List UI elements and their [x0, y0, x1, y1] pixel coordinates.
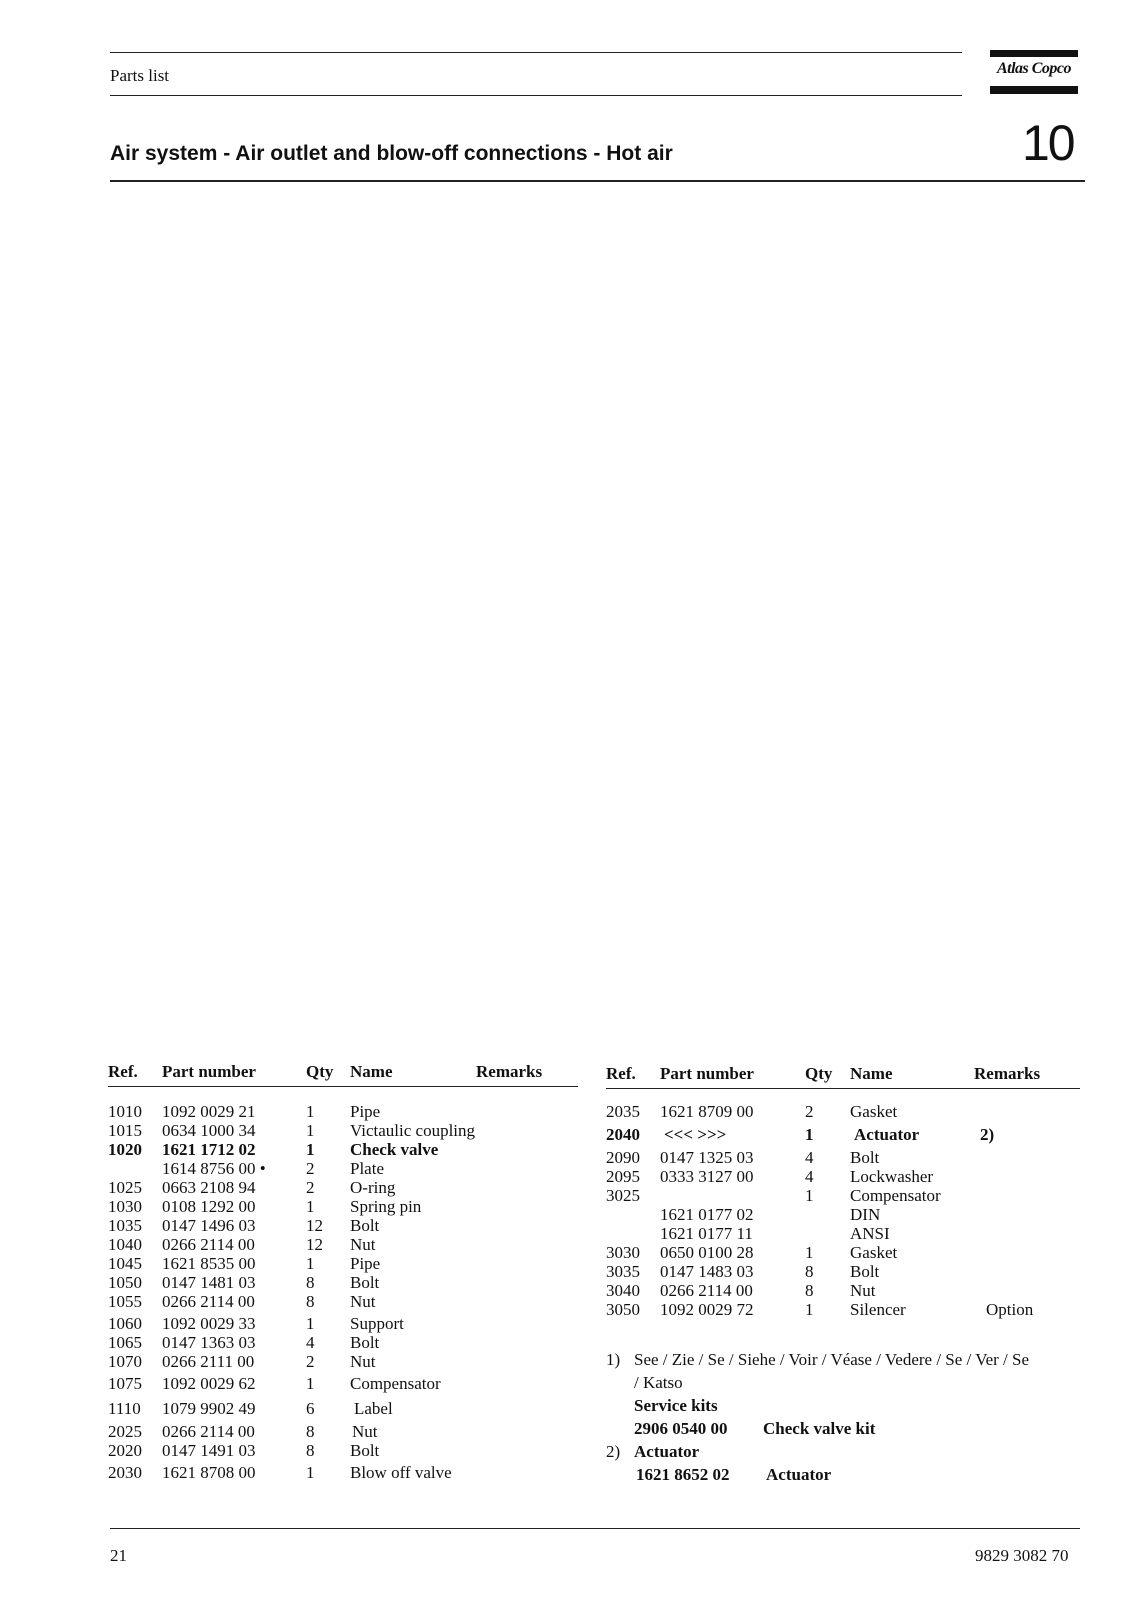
cell-name: Label	[354, 1399, 393, 1418]
cell-name: Plate	[350, 1159, 384, 1178]
section-label: Parts list	[110, 66, 170, 85]
cell-remarks: 2)	[980, 1125, 995, 1144]
cell-name: Pipe	[350, 1254, 381, 1273]
cell-name: Nut	[352, 1422, 378, 1441]
table-row	[606, 1186, 1086, 1206]
cell-name: Bolt	[350, 1216, 380, 1235]
cell-qty: 12	[306, 1216, 323, 1235]
left-table-rule	[108, 1086, 578, 1087]
col-name: Name	[850, 1064, 893, 1083]
cell-qty: 1	[306, 1254, 315, 1273]
cell-name: DIN	[850, 1205, 881, 1224]
cell-name: Nut	[850, 1281, 876, 1300]
cell-qty: 1	[306, 1197, 315, 1216]
cell-ref: 1075	[108, 1374, 142, 1393]
cell-part: 0147 1491 03	[162, 1441, 256, 1460]
table-row	[108, 1422, 588, 1442]
cell-qty: 1	[805, 1125, 814, 1144]
table-row	[606, 1167, 1086, 1187]
cell-name: Nut	[350, 1352, 376, 1371]
table-row	[108, 1463, 588, 1483]
cell-qty: 1	[306, 1463, 315, 1482]
cell-name: Compensator	[850, 1186, 941, 1205]
cell-name: Spring pin	[350, 1197, 422, 1216]
col-name: Name	[350, 1062, 393, 1081]
cell-ref: 2035	[606, 1102, 640, 1121]
cell-ref: 2090	[606, 1148, 640, 1167]
col-remarks: Remarks	[476, 1062, 543, 1081]
cell-qty: 12	[306, 1235, 323, 1254]
cell-qty: 2	[805, 1102, 814, 1121]
cell-ref: 1045	[108, 1254, 142, 1273]
cell-qty: 8	[306, 1441, 315, 1460]
cell-qty: 1	[805, 1243, 814, 1262]
table-row	[108, 1159, 588, 1179]
cell-ref: 1110	[108, 1399, 141, 1418]
cell-ref: 1050	[108, 1273, 142, 1292]
cell-part: 0147 1363 03	[162, 1333, 256, 1352]
table-row	[108, 1178, 588, 1198]
cell-ref: 1035	[108, 1216, 142, 1235]
col-remarks: Remarks	[974, 1064, 1041, 1083]
cell-part: 0333 3127 00	[660, 1167, 754, 1186]
table-row	[606, 1148, 1086, 1168]
chapter-number: 10	[1022, 115, 1074, 171]
cell-ref: 2095	[606, 1167, 640, 1186]
cell-qty: 8	[306, 1292, 315, 1311]
cell-part: 0147 1481 03	[162, 1273, 256, 1292]
cell-qty: 4	[306, 1333, 315, 1352]
cell-name: Bolt	[850, 1262, 880, 1281]
col-part: Part number	[162, 1062, 256, 1081]
note-2-title: Actuator	[634, 1442, 700, 1461]
logo-top-bar	[990, 50, 1078, 57]
cell-qty: 1	[805, 1300, 814, 1319]
col-ref: Ref.	[606, 1064, 636, 1083]
cell-part: 0266 2114 00	[660, 1281, 753, 1300]
table-row	[606, 1205, 1086, 1225]
cell-qty: 8	[805, 1281, 814, 1300]
table-row	[108, 1197, 588, 1217]
table-row	[108, 1235, 588, 1255]
cell-name: Silencer	[850, 1300, 906, 1319]
col-qty: Qty	[306, 1062, 334, 1081]
cell-part: 0266 2114 00	[162, 1235, 255, 1254]
cell-part: 0147 1325 03	[660, 1148, 754, 1167]
cell-qty: 2	[306, 1178, 315, 1197]
table-row	[108, 1333, 588, 1353]
cell-name: O-ring	[350, 1178, 396, 1197]
table-row	[606, 1281, 1086, 1301]
table-row	[108, 1374, 588, 1394]
table-row	[606, 1125, 1086, 1145]
cell-part: 1079 9902 49	[162, 1399, 256, 1418]
cell-part: 1621 8709 00	[660, 1102, 754, 1121]
cell-ref: 1010	[108, 1102, 142, 1121]
table-row	[108, 1254, 588, 1274]
cell-qty: 1	[306, 1374, 315, 1393]
cell-name: Victaulic coupling	[350, 1121, 476, 1140]
table-row	[108, 1441, 588, 1461]
page-number: 21	[110, 1546, 127, 1565]
kit-name: Check valve kit	[763, 1419, 876, 1438]
cell-name: Support	[350, 1314, 404, 1333]
cell-name: Bolt	[850, 1148, 880, 1167]
table-row	[606, 1243, 1086, 1263]
table-row	[606, 1102, 1086, 1122]
cell-part: 1621 1712 02	[162, 1140, 256, 1159]
cell-name: Compensator	[350, 1374, 441, 1393]
logo-bottom-bar	[990, 86, 1078, 94]
table-row	[108, 1273, 588, 1293]
cell-name: Gasket	[850, 1243, 898, 1262]
table-row	[606, 1300, 1086, 1320]
cell-name: Bolt	[350, 1441, 380, 1460]
cell-part: 1621 8708 00	[162, 1463, 256, 1482]
table-row	[108, 1140, 588, 1160]
cell-qty: 2	[306, 1159, 315, 1178]
table-row	[108, 1399, 588, 1419]
table-row	[108, 1216, 588, 1236]
col-part: Part number	[660, 1064, 754, 1083]
cell-name: Actuator	[854, 1125, 920, 1144]
cell-qty: 1	[306, 1102, 315, 1121]
document-number: 9829 3082 70	[975, 1546, 1069, 1565]
brand-logo	[990, 50, 1078, 94]
cell-part: 1092 0029 62	[162, 1374, 256, 1393]
cell-ref: 1055	[108, 1292, 142, 1311]
col-ref: Ref.	[108, 1062, 138, 1081]
cell-part: 0266 2114 00	[162, 1422, 255, 1441]
table-row	[606, 1224, 1086, 1244]
cell-ref: 1015	[108, 1121, 142, 1140]
cell-ref: 1025	[108, 1178, 142, 1197]
cell-qty: 8	[306, 1422, 315, 1441]
cell-qty: 4	[805, 1148, 814, 1167]
actuator-part-number: 1621 8652 02	[636, 1465, 730, 1484]
right-table-rule	[606, 1088, 1080, 1089]
footer-rule	[110, 1528, 1080, 1529]
cell-part: 1092 0029 33	[162, 1314, 256, 1333]
cell-part: 1621 8535 00	[162, 1254, 256, 1273]
cell-qty: 6	[306, 1399, 315, 1418]
cell-qty: 1	[306, 1140, 315, 1159]
cell-part: 0266 2114 00	[162, 1292, 255, 1311]
cell-name: ANSI	[850, 1224, 890, 1243]
illustration-area	[110, 200, 1078, 1050]
table-row	[606, 1262, 1086, 1282]
cell-qty: 8	[306, 1273, 315, 1292]
cell-part: 0663 2108 94	[162, 1178, 256, 1197]
cell-name: Gasket	[850, 1102, 898, 1121]
cell-name: Blow off valve	[350, 1463, 452, 1482]
header-top-rule	[110, 52, 962, 53]
cell-ref: 3035	[606, 1262, 640, 1281]
cell-ref: 1040	[108, 1235, 142, 1254]
cell-ref: 1065	[108, 1333, 142, 1352]
cell-ref: 1060	[108, 1314, 142, 1333]
cell-qty: 1	[306, 1121, 315, 1140]
title-rule	[110, 180, 1085, 182]
cell-ref: 2020	[108, 1441, 142, 1460]
col-qty: Qty	[805, 1064, 833, 1083]
cell-name: Nut	[350, 1292, 376, 1311]
cell-ref: 2030	[108, 1463, 142, 1482]
cell-part: 0147 1483 03	[660, 1262, 754, 1281]
cell-part: 1092 0029 21	[162, 1102, 256, 1121]
cell-part: 0147 1496 03	[162, 1216, 256, 1235]
cell-ref: 1070	[108, 1352, 142, 1371]
service-kits-heading: Service kits	[634, 1396, 718, 1415]
cell-part: 1621 0177 11	[660, 1224, 753, 1243]
cell-qty: 2	[306, 1352, 315, 1371]
cell-qty: 1	[805, 1186, 814, 1205]
left-table-header	[108, 1062, 578, 1084]
brand-name: Atlas Copco	[996, 60, 1072, 77]
note-1-text-cont: / Katso	[634, 1373, 683, 1392]
cell-ref: 3050	[606, 1300, 640, 1319]
cell-part: <<< >>>	[664, 1125, 727, 1144]
page-title: Air system - Air outlet and blow-off connections - Hot air	[110, 142, 673, 165]
cell-ref: 3030	[606, 1243, 640, 1262]
table-row	[108, 1102, 588, 1122]
cell-part: 0108 1292 00	[162, 1197, 256, 1216]
cell-qty: 8	[805, 1262, 814, 1281]
cell-ref: 2040	[606, 1125, 640, 1144]
cell-ref: 3040	[606, 1281, 640, 1300]
header-bottom-rule	[110, 95, 962, 96]
cell-part: 0650 0100 28	[660, 1243, 754, 1262]
cell-part: 0266 2111 00	[162, 1352, 255, 1371]
cell-name: Check valve	[350, 1140, 439, 1159]
cell-qty: 4	[805, 1167, 814, 1186]
cell-remarks: Option	[986, 1300, 1034, 1319]
right-table-header	[606, 1064, 1080, 1086]
cell-name: Bolt	[350, 1273, 380, 1292]
cell-qty: 1	[306, 1314, 315, 1333]
cell-name: Pipe	[350, 1102, 381, 1121]
cell-name: Lockwasher	[850, 1167, 934, 1186]
cell-ref: 1020	[108, 1140, 142, 1159]
cell-name: Bolt	[350, 1333, 380, 1352]
actuator-name: Actuator	[766, 1465, 832, 1484]
table-row	[108, 1352, 588, 1372]
cell-part: 1621 0177 02	[660, 1205, 754, 1224]
cell-ref: 1030	[108, 1197, 142, 1216]
cell-part: 0634 1000 34	[162, 1121, 256, 1140]
cell-part: 1614 8756 00 •	[162, 1159, 266, 1178]
table-row	[108, 1292, 588, 1312]
note-1-marker: 1)	[606, 1350, 621, 1369]
cell-name: Nut	[350, 1235, 376, 1254]
cell-ref: 3025	[606, 1186, 640, 1205]
table-row	[108, 1314, 588, 1334]
cell-part: 1092 0029 72	[660, 1300, 754, 1319]
cell-ref: 2025	[108, 1422, 142, 1441]
table-row	[108, 1121, 588, 1141]
kit-part-number: 2906 0540 00	[634, 1419, 728, 1438]
note-2-marker: 2)	[606, 1442, 621, 1461]
note-1-text: See / Zie / Se / Siehe / Voir / Véase / Vedere / Se / Ver / Se	[634, 1350, 1030, 1369]
